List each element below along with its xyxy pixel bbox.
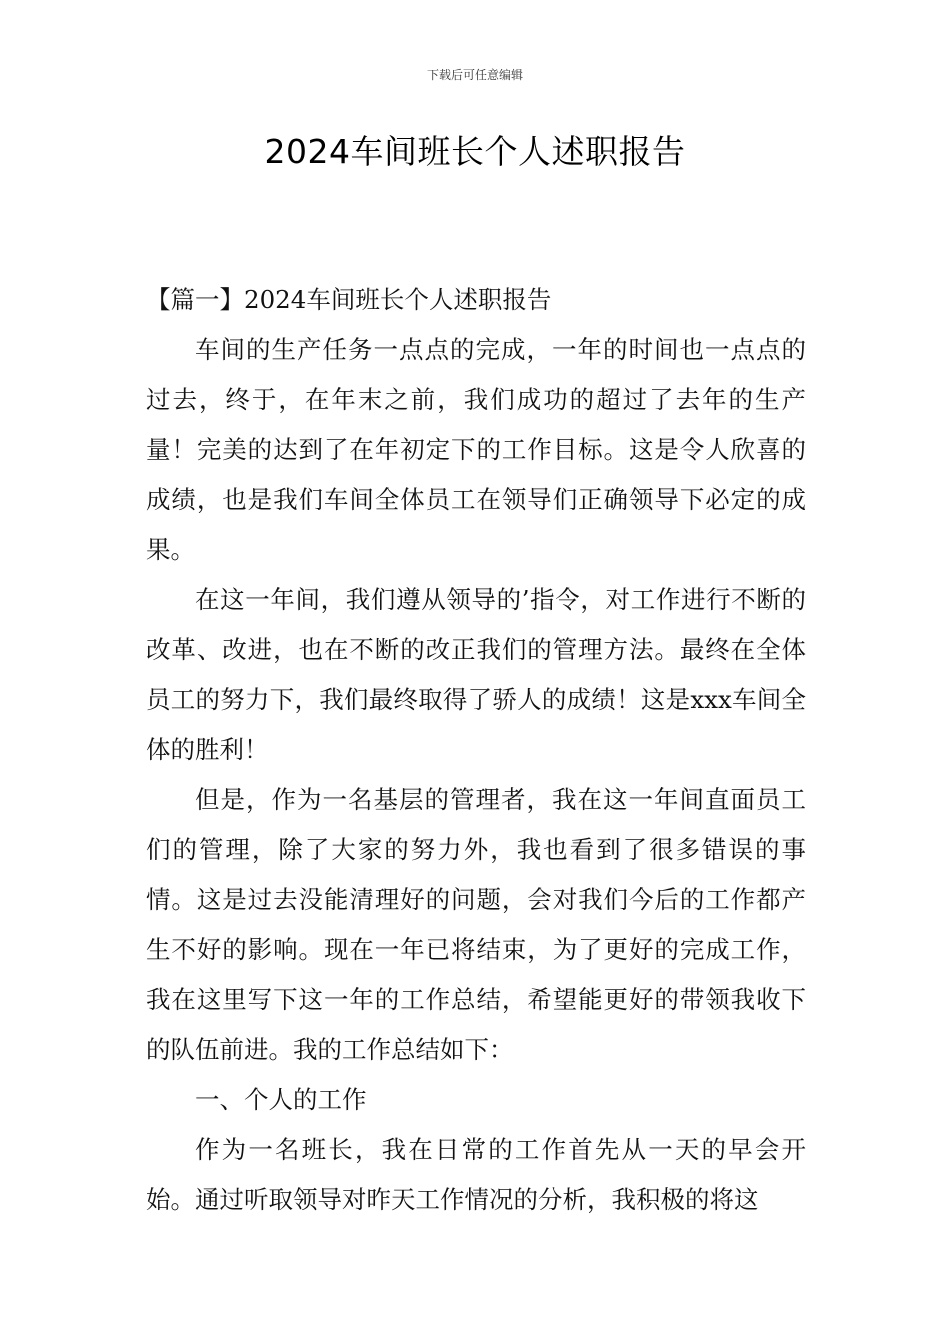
document-title: 2024车间班长个人述职报告 — [264, 132, 686, 171]
paragraph-3: 但是，作为一名基层的管理者，我在这一年间直面员工们的管理，除了大家的努力外，我也看到了很多错误的事情。这是过去没能清理好的问题，会对我们今后的工作都产生不好的影响。现在一年已将结束，为了更好的完成工作，我在这里写下这一年的工作总结，希望能更好的带领我收下的队伍前进。我的工作总结如下： — [146, 785, 806, 1064]
paragraph-4: 作为一名班长，我在日常的工作首先从一天的早会开始。通过听取领导对昨天工作情况的分析，我积极的将这 — [146, 1135, 806, 1214]
subheading-personal-work: 一、个人的工作 — [195, 1085, 367, 1114]
header-note: 下载后可任意编辑 — [426, 68, 523, 82]
paragraph-1: 车间的生产任务一点点的完成，一年的时间也一点点的过去，终于，在年末之前，我们成功的超过了去年的生产量！完美的达到了在年初定下的工作目标。这是令人欣喜的成绩，也是我们车间全体员工在领导们正确领导下必定的成果。 — [146, 335, 806, 564]
section-heading: 【篇一】2024车间班长个人述职报告 — [146, 285, 552, 314]
paragraph-2: 在这一年间，我们遵从领导的’指令，对工作进行不断的改革、改进，也在不断的改正我们的管理方法。最终在全体员工的努力下，我们最终取得了骄人的成绩！这是xxx车间全体的胜利！ — [146, 585, 806, 764]
document-body — [146, 275, 806, 1225]
